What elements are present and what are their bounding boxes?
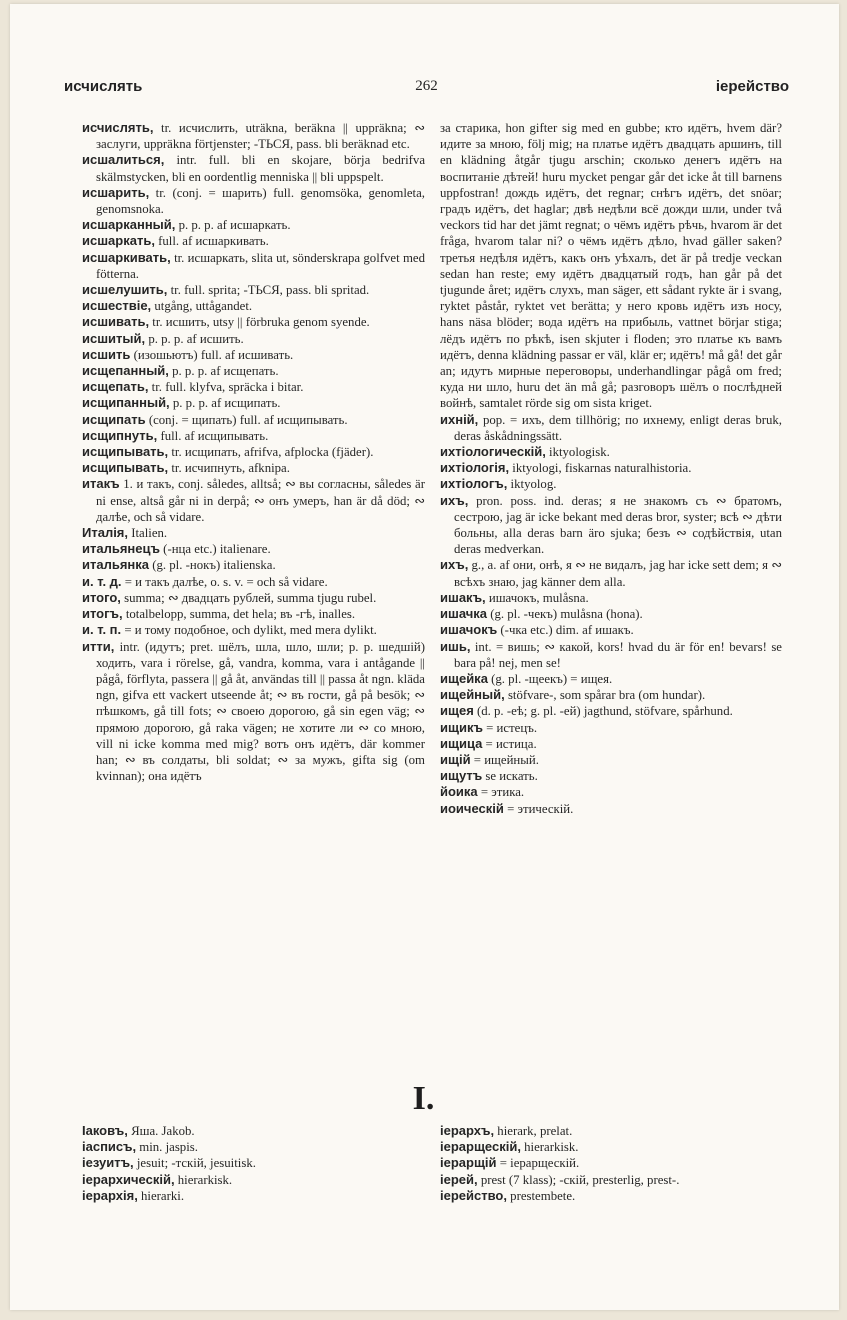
dictionary-entry [82, 444, 425, 460]
entry-definition: stöfvare-, som spårar bra (om hundar). [504, 688, 706, 703]
entry-headword: ишачокъ [440, 622, 498, 638]
dictionary-entry [82, 1139, 425, 1155]
entry-headword: ищутъ [440, 768, 483, 784]
entry-headword: и. т. п. [82, 622, 122, 638]
entry-headword: исшаркать, [82, 233, 155, 249]
entry-definition: intr. (идутъ; pret. шёлъ, шла, шло, шли; p. p. шедшій) ходить, vara i rörelse, gå, vandra, komma, vara i antågande || pågå, förflyta, passera || gå åt, användas till || passa åt ngn. kläda ngn, gifva ett vackert utseende åt; ∾ въ гости, gå på besök; ∾ пѣшкомъ, gå till fots; ∾ своею дорогою, gå sin egen väg; ∾ прямою дорогою, gå raka vägen; не хотите ли ∾ со мною, vill ni icke komma med mig? вотъ онъ идётъ, där kommer han; ∾ въ солдаты, bli soldat; ∾ за мужъ, gifta sig (om kvinnan); она идётъ [96, 639, 425, 784]
entry-definition: p. p. p. af исщипать. [169, 396, 281, 411]
dictionary-entry [440, 720, 782, 736]
entry-definition: tr. (conj. = шарить) full. genomsöka, genomleta, genomsnoka. [96, 185, 425, 217]
entry-headword: ихтіологъ, [440, 476, 508, 492]
entry-headword: итти, [82, 638, 115, 654]
entry-definition: 1. и такъ, conj. således, alltså; ∾ вы согласны, således är ni ense, altså går ni in derpå; ∾ онъ умеръ, han är då död; ∾ далѣе, och så vidare. [96, 477, 425, 524]
dictionary-entry [82, 152, 425, 184]
entry-definition: p. p. p. af исшить. [145, 331, 244, 346]
dictionary-entry [82, 412, 425, 428]
dictionary-entry [82, 622, 425, 638]
right-column [440, 120, 782, 817]
entry-definition: full. af исщипывать. [157, 428, 269, 443]
entry-headword: іасписъ, [82, 1139, 137, 1155]
entry-definition: intr. full. bli en skojare, börja bedrifva skälmstycken, bli en oordentlig menniska || bli uppspelt. [96, 153, 425, 184]
entry-definition: (-чка etc.) dim. af ишакъ. [497, 623, 634, 638]
entry-headword: ищій [440, 751, 471, 767]
entry-definition: tr. исшить, utsy || förbruka genom syende. [149, 315, 370, 330]
entry-definition: (-нца etc.) italienare. [159, 542, 271, 557]
entry-definition: jesuit; -тскій, jesuitisk. [133, 1156, 256, 1171]
dictionary-entry [82, 347, 425, 363]
entry-headword: Іаковъ, [82, 1123, 128, 1138]
entry-definition: hierarkisk. [174, 1172, 233, 1187]
dictionary-entry [440, 801, 782, 817]
dictionary-entry [82, 476, 425, 525]
entry-headword: ихній, [440, 411, 479, 427]
entry-headword: исшитый, [82, 330, 146, 346]
entry-headword: исшивать, [82, 314, 150, 330]
entry-definition: (g. pl. -щеекъ) = ищея. [487, 671, 613, 686]
entry-headword: йоика [440, 784, 478, 800]
entry-definition: full. af исшаркивать. [154, 234, 269, 249]
entry-headword: исшелушить, [82, 282, 168, 298]
entry-headword: ихъ, [440, 557, 469, 573]
entry-headword: исшаркивать, [82, 249, 171, 265]
dictionary-entry [440, 1188, 782, 1204]
dictionary-entry [82, 185, 425, 217]
dictionary-entry [440, 687, 782, 703]
dictionary-entry [82, 428, 425, 444]
dictionary-entry [82, 379, 425, 395]
entry-definition: (conj. = щипать) full. af исщипывать. [145, 412, 348, 427]
entry-headword: ищица [440, 735, 483, 751]
entry-definition: hierark, prelat. [494, 1124, 573, 1138]
dictionary-entry [440, 736, 782, 752]
entry-definition: hierarki. [137, 1188, 185, 1203]
entry-headword: иоическій [440, 800, 504, 816]
entry-definition: (g. pl. -чекъ) mulåsna (hona). [487, 607, 643, 622]
entry-headword: іерархическій, [82, 1171, 175, 1187]
entry-definition: prestembete. [506, 1188, 576, 1203]
entry-headword: ишь, [440, 638, 471, 654]
dictionary-entry [440, 476, 782, 492]
dictionary-entry [440, 784, 782, 800]
entry-definition: tr. исчислить, uträkna, beräkna || uppräkna; ∾ заслуги, uppräkna förtjenster; -ТЬСЯ, pass. bli beräknad etc. [96, 121, 425, 152]
entry-definition: p. p. p. af исшаркать. [175, 218, 291, 233]
entry-headword: исшествіе, [82, 298, 152, 314]
entry-headword: итальянецъ [82, 541, 160, 557]
dictionary-entry [82, 574, 425, 590]
dictionary-entry [440, 606, 782, 622]
entry-definition: se искать. [482, 769, 538, 784]
dictionary-entry [440, 622, 782, 638]
entry-headword: исшить [82, 346, 131, 362]
dictionary-entry [440, 639, 782, 671]
entry-definition: за старика, hon gifter sig med en gubbe; кто идётъ, hvem där? идите за мною, följ mig; на платье идётъ двадцать аршинъ, till en klädning åtgår tjugu arschin; сколько денегъ идётъ на воспитаніе дѣтей! huru mycket pengar går det icke åt till barnens uppfostran! дождь идётъ, det regnar; снѣгъ идётъ, det snöar; градъ идётъ, det haglar; двѣ недѣли всё дожди шли, under två veckors tid har det jämt regnat; о чёмъ идётъ рѣчь, hvarom är det fråga, hvarom talar ni? о чёмъ идётъ дѣло, hvad gäller saken? третья недѣля идётъ, какъ онъ уѣхалъ, det är på tredje veckan sedan han reste; ему идётъ двадцатый годъ, han går på det tjugunde året; идётъ слухъ, man säger, ett sådant rykte är i svang, ryktet påstår, ryktet vet berätta; у него кровь идётъ изъ носу, hans näsa blöder; вода идётъ на прибыль, vattnet börjar stiga; лёдъ идётъ по рѣкѣ, isen skjuter i floden; это платье къ вамъ идётъ, denna klädning passar er väl, klär er; идётъ! må gå! det går an; идутъ мирные переговоры, underhandlingar pågå om fred; куда ни шло, huru det än må gå; разговоръ шёлъ о послѣдней войнѣ, samtalet rörde sig om sista kriget. [440, 121, 782, 411]
section-letter-heading: I. [412, 1080, 435, 1117]
dictionary-entry [82, 331, 425, 347]
entry-headword: исшарканный, [82, 217, 176, 233]
entry-headword: ихъ, [440, 492, 469, 508]
dictionary-entry [440, 493, 782, 558]
entry-headword: іерейство, [440, 1187, 507, 1203]
entry-definition: ишачокъ, mulåsna. [485, 590, 589, 605]
entry-headword: іезуитъ, [82, 1155, 134, 1171]
bottom-left-column [82, 1123, 425, 1204]
entry-headword: исщипанный, [82, 395, 170, 411]
bottom-right-column [440, 1123, 782, 1204]
dictionary-entry [440, 1155, 782, 1171]
entry-definition: (изошьютъ) full. af исшивать. [130, 347, 294, 362]
dictionary-entry [82, 525, 425, 541]
header-first-word: исчислять [64, 78, 143, 95]
entry-definition: g., a. af они, онѣ, я ∾ не видалъ, jag har icke sett dem; я ∾ всѣхъ знаю, jag känner dem alla. [454, 558, 782, 589]
entry-definition: utgång, uttågandet. [151, 299, 253, 314]
entry-definition: iktyologisk. [545, 445, 610, 460]
entry-headword: ищейка [440, 670, 488, 686]
entry-definition: tr. исшаркать, slita ut, sönderskrapa golfvet med fötterna. [96, 250, 425, 281]
entry-headword: исчислять, [82, 120, 154, 135]
entry-headword: іерей, [440, 1171, 478, 1187]
entry-headword: ищея [440, 703, 474, 719]
entry-headword: и. т. д. [82, 573, 122, 589]
dictionary-entry [440, 412, 782, 444]
entry-definition: min. jaspis. [136, 1140, 198, 1155]
entry-headword: іерарщескій, [440, 1139, 521, 1155]
entry-definition: = истица. [482, 736, 537, 751]
entry-definition: Italien. [128, 526, 168, 541]
entry-headword: исщипнуть, [82, 427, 158, 443]
entry-headword: іерархъ, [440, 1123, 495, 1138]
entry-definition: Яша. Jakob. [127, 1124, 195, 1138]
entry-definition: = ищейный. [470, 752, 539, 767]
entry-headword: ихтіологія, [440, 460, 510, 476]
entry-headword: исщипывать, [82, 444, 169, 460]
entry-headword: итогъ, [82, 606, 123, 622]
entry-headword: іерарщій [440, 1155, 497, 1171]
dictionary-entry [440, 444, 782, 460]
entry-headword: исшарить, [82, 184, 150, 200]
entry-definition: prest (7 klass); -скій, presterlig, prest-. [477, 1172, 680, 1187]
dictionary-entry [440, 671, 782, 687]
dictionary-entry [82, 460, 425, 476]
entry-definition: tr. full. klyfva, spräcka i bitar. [148, 380, 304, 395]
dictionary-entry [82, 395, 425, 411]
running-header [64, 78, 789, 104]
entry-headword: исщепать, [82, 379, 149, 395]
dictionary-entry [82, 1172, 425, 1188]
entry-headword: Италія, [82, 525, 129, 541]
entry-definition: p. p. p. af исщепать. [168, 364, 279, 379]
dictionary-entry [440, 590, 782, 606]
entry-definition: hierarkisk. [520, 1140, 579, 1155]
entry-definition: summa; ∾ двадцать рублей, summa tjugu rubel. [120, 590, 377, 605]
entry-definition: pop. = ихъ, dem tillhörig; по ихнему, enligt deras bruk, deras åskådningssätt. [454, 412, 782, 443]
dictionary-entry [82, 233, 425, 249]
entry-headword: исшалиться, [82, 152, 165, 168]
dictionary-entry [82, 557, 425, 573]
entry-definition: totalbelopp, summa, det hela; въ -гѣ, inalles. [122, 607, 356, 622]
entry-definition: (d. p. -еѣ; g. pl. -ей) jagthund, stöfvare, spårhund. [473, 704, 733, 719]
dictionary-entry [82, 120, 425, 152]
dictionary-entry [82, 298, 425, 314]
dictionary-entry [440, 557, 782, 589]
dictionary-entry [440, 1139, 782, 1155]
dictionary-entry [440, 703, 782, 719]
dictionary-entry [82, 590, 425, 606]
dictionary-entry [82, 541, 425, 557]
entry-definition: = іерарщескій. [496, 1156, 580, 1171]
dictionary-entry [82, 639, 425, 785]
dictionary-entry [82, 250, 425, 282]
dictionary-entry [440, 1172, 782, 1188]
entry-headword: исщипывать, [82, 460, 169, 476]
entry-definition: int. = вишь; ∾ какой, kors! hvad du är för en! bevars! se bara på! nej, men se! [454, 639, 782, 670]
dictionary-entry [440, 1123, 782, 1139]
entry-definition: tr. исчипнуть, afknipa. [168, 461, 290, 476]
entry-headword: исщипать [82, 411, 146, 427]
dictionary-entry [82, 606, 425, 622]
entry-definition: tr. full. sprita; -ТЬСЯ, pass. bli spritad. [167, 283, 370, 298]
dictionary-entry [440, 460, 782, 476]
entry-definition: = и такъ далѣе, o. s. v. = och så vidare. [121, 574, 328, 589]
entry-headword: исщепанный, [82, 363, 169, 379]
entry-definition: iktyologi, fiskarnas naturalhistoria. [509, 461, 692, 476]
entry-headword: итальянка [82, 557, 150, 573]
dictionary-entry [440, 120, 782, 412]
dictionary-entry [82, 217, 425, 233]
left-column [82, 120, 425, 784]
header-last-word: іерейство [715, 78, 789, 95]
entry-headword: ишачка [440, 606, 488, 622]
entry-headword: ихтіологическій, [440, 444, 546, 460]
entry-headword: іерархія, [82, 1187, 138, 1203]
entry-definition: iktyolog. [507, 477, 557, 492]
dictionary-entry [440, 752, 782, 768]
dictionary-entry [82, 1188, 425, 1204]
entry-headword: итакъ [82, 476, 120, 492]
entry-definition: (g. pl. -нокъ) italienska. [149, 558, 276, 573]
dictionary-entry [82, 314, 425, 330]
entry-headword: итого, [82, 589, 121, 605]
page-number: 262 [415, 78, 438, 94]
entry-headword: ищикъ [440, 719, 483, 735]
dictionary-entry [82, 282, 425, 298]
dictionary-entry [82, 363, 425, 379]
entry-definition: pron. poss. ind. deras; я не знакомъ съ ∾ братомъ, сестрою, jag är icke bekant med deras bror, syster; всѣ ∾ дѣти больны, alla deras barn äro sjuka; безъ ∾ содѣйствія, utan deras medverkan. [454, 493, 782, 557]
entry-definition: = этическій. [503, 801, 574, 816]
entry-definition: tr. исщипать, afrifva, afplocka (fjäder). [168, 445, 374, 460]
entry-definition: = истецъ. [482, 720, 538, 735]
entry-definition: = и тому подобное, och dylikt, med mera dylikt. [121, 623, 377, 638]
dictionary-entry [82, 1123, 425, 1139]
dictionary-entry [440, 768, 782, 784]
dictionary-entry [82, 1155, 425, 1171]
entry-headword: ишакъ, [440, 589, 486, 605]
entry-definition: = этика. [477, 785, 525, 800]
entry-headword: ищейный, [440, 687, 505, 703]
